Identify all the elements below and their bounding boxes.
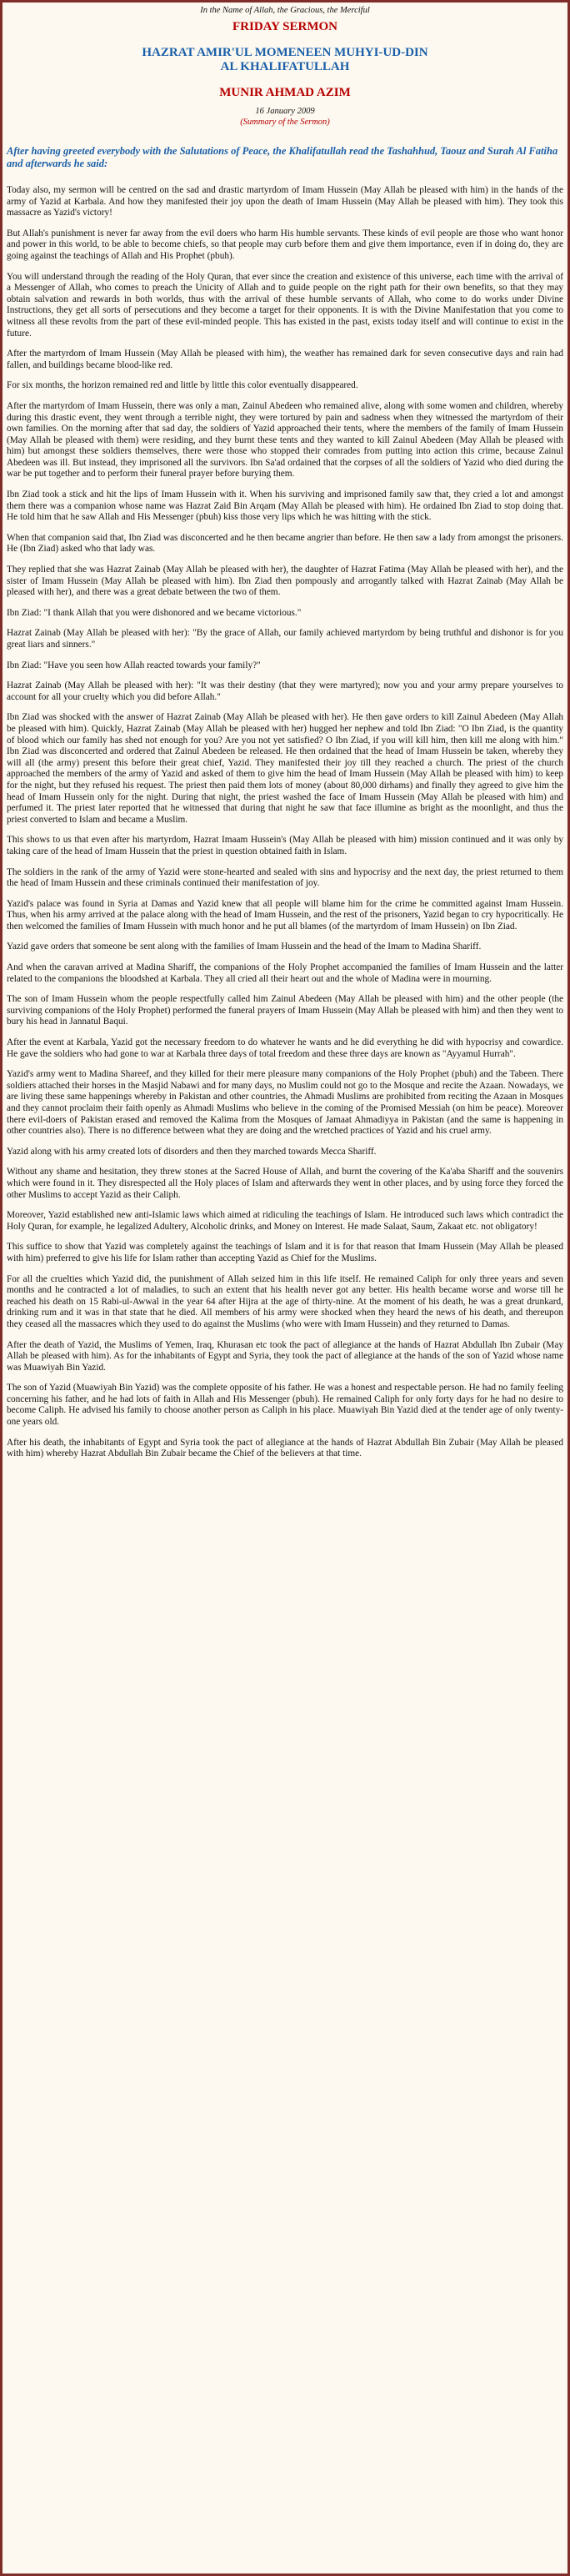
paragraph: Yazid's palace was found in Syria at Damas and Yazid knew that all people will blame him for the crime he committed against Imam Hussein. Thus, when his army arrived at the palace along with the head of Imam Hussein, and the rest of the prisoners, Yazid began to cry hypocritically. He then welcomed the families of Imam Hussein with much honor and he put all blames (of the martyrdom of Imam Hussein) on Ibn Ziad. xyxy=(7,898,563,931)
paragraph: After his death, the inhabitants of Egypt and Syria took the pact of allegiance at the hands of Hazrat Abdullah Bin Zubair (May Allah be pleased with him) whereby Hazrat Abdullah Bin Zubair became the Chief of the believers at that time. xyxy=(7,1437,563,1459)
paragraph: Ibn Ziad: "I thank Allah that you were dishonored and we became victorious." xyxy=(7,607,302,618)
paragraph: When that companion said that, Ibn Ziad was disconcerted and he then became angrier than before. He then saw a lady from amongst the prisoners. He (Ibn Ziad) asked who that lady was. xyxy=(7,532,563,555)
paragraph: And when the caravan arrived at Madina Shariff, the companions of the Holy Prophet accompanied the families of Imam Hussein and the latter related to the companions the bloodshed at Karbala. They all cried all their heart out and the whole of Madina were in mourning. xyxy=(7,962,563,984)
paragraph: Hazrat Zainab (May Allah be pleased with her): "It was their destiny (that they were martyred); now you and your army prepare yourselves to account for all your cruelty which you did before Allah." xyxy=(7,680,563,702)
sermon-body xyxy=(5,185,565,1460)
author-name: MUNIR AHMAD AZIM xyxy=(219,86,351,99)
intro-paragraph: After having greeted everybody with the Salutations of Peace, the Khalifatullah read the Tashahhud, Taouz and Surah Al Fatiha and afterwards he said: xyxy=(7,145,558,169)
paragraph: After the death of Yazid, the Muslims of Yemen, Iraq, Khurasan etc took the pact of allegiance at the hands of Hazrat Abdullah Ibn Zubair (May Allah be pleased with him). As for the inhabitants of Egypt and Syria, they took the pact of allegiance at the hands of the son of Yazid whose name was Muawiyah Bin Yazid. xyxy=(7,1339,563,1373)
paragraph: Yazid's army went to Madina Shareef, and they killed for their mere pleasure many companions of the Holy Prophet (pbuh) and the Tabeen. There soldiers attached their horses in the Masjid Nabawi and for many days, no Muslim could not go to the Mosque and recite the Azaan. Nowadays, we are living these same happenings whereby in Pakistan and other countries, the Ahmadi Muslims are prohibited from reciting the Azaan in Mosques and they cannot proclaim their faith openly as Ahmadi Muslims who believe in the coming of the Promised Messiah (on him be peace). Moreover there evil-doers of Pakistan erased and removed the Kalima from the Mosques of Jamaat Ahmadiyya in Pakistan (and the same is happening in other countries also). There is no difference between what they are doing and the wretched practices of Yazid and his cruel army. xyxy=(7,1069,563,1137)
paragraph: This shows to us that even after his martyrdom, Hazrat Imaam Hussein's (May Allah be pleased with him) mission continued and it was only by taking care of the head of Imam Hussein that the priest in question obtained faith in Islam. xyxy=(7,835,563,856)
paragraph: Ibn Ziad was shocked with the answer of Hazrat Zainab (May Allah be pleased with her). He then gave orders to kill Zainul Abedeen (May Allah be pleased with him). Quickly, Hazrat Zainab (May Allah be pleased with her) hugged her nephew and told Ibn Ziad: "O Ibn Ziad, is the quantity of blood which our family has shed not enough for you? Are you not yet satisfied? O Ibn Ziad, if you will kill him, then kill me along with him." Ibn Ziad was disconcerted and ordered that Zainul Abedeen be released. He then ordained that the head of Imam Hussein be taken, whereby they will all (the army) present this before their great chief, Yazid. They manifested their joy till they reached a church. The priest of the church approached the members of the army of Yazid and asked of them to give him the head of Imam Hussein (May Allah be pleased with him) to keep for the night, but they refused his request. The priest then paid them lots of money (about 80,000 dirhams) and finally they agreed to give him the head of Imam Hussein only for the night. During that night, the priest washed the face of Imam Hussein (May Allah be pleased with him) and perfumed it. The priest later reported that he witnessed that during that night he saw that face illumine as bright as the moonlight, and thus the priest converted to Islam and became a Muslim. xyxy=(7,712,563,825)
sermon-date: 16 January 2009 xyxy=(255,107,315,116)
khalifa-title-line-1: HAZRAT AMIR'UL MOMENEEN MUHYI-UD-DIN xyxy=(142,46,428,59)
paragraph: Today also, my sermon will be centred on the sad and drastic martyrdom of Imam Hussein (May Allah be pleased with him) in the hands of the army of Yazid at Karbala. And how they manifested their joy upon the death of Imam Hussein (May Allah be pleased with him). They took this massacre as Yazid's victory! xyxy=(7,185,563,218)
paragraph: For six months, the horizon remained red and little by little this color eventually disappeared. xyxy=(7,380,358,391)
paragraph: You will understand through the reading of the Holy Quran, that ever since the creation and existence of this universe, each time with the arrival of a Messenger of Allah, who comes to preach the Unicity of Allah and to guide people on the right path for their own benefits, so that they may obtain salvation and rewards in both worlds, thus with the arrival of these humble servants of Allah, who come to do works under Divine Instructions, they get all sorts of persecutions and they become a target for their opponents. It is with the Divine Manifestation that you come to witness all these revolts from the part of these evil-minded people. This has existed in the past, exists today itself and will continue to exist in the future. xyxy=(7,271,563,339)
paragraph: After the martyrdom of Imam Hussein, there was only a man, Zainul Abedeen who remained alive, along with some women and children, whereby during this drastic event, they went through a terrible night, they were tortured by pain and sadness when they witnessed the martyrdom of their own families. On the morning after that sad day, the soldiers of Yazid approached their tents, where the members of the family of Imam Hussein (May Allah be pleased with them) were residing, and they burnt these tents and they wanted to kill Zainul Abedeen (May Allah be pleased with him) but amongst these soldiers themselves, there were those who stopped their comrades from putting into action this crime, because Zainul Abedeen was ill. But instead, they imprisoned all the survivors. Ibn Sa'ad ordained that the corpses of all the soldiers of Yazid who died during the war be put together and to perform their funeral prayer before burying them. xyxy=(7,400,563,480)
paragraph: Ibn Ziad took a stick and hit the lips of Imam Hussein with it. When his surviving and imprisoned family saw that, they cried a lot and amongst them there was a companion whose name was Hazrat Zaid Bin Arqam (May Allah be pleased with him). He ordained Ibn Ziad to stop doing that. He told him that he saw Allah and His Messenger (pbuh) kiss those very lips which he was hitting with the stick. xyxy=(7,490,563,523)
khalifa-title-line-2: AL KHALIFATULLAH xyxy=(220,60,350,73)
paragraph: This suffice to show that Yazid was completely against the teachings of Islam and it is for that reason that Imam Hussein (May Allah be pleased with him) preferred to give his life for Islam rather than accepting Yazid as Chief for the Muslims. xyxy=(7,1242,563,1263)
sermon-title: FRIDAY SERMON xyxy=(232,20,338,33)
paragraph: Hazrat Zainab (May Allah be pleased with her): "By the grace of Allah, our family achieved martyrdom by being truthful and dishonor is for you great liars and sinners." xyxy=(7,628,563,650)
paragraph: Yazid along with his army created lots of disorders and then they marched towards Mecca Shariff. xyxy=(7,1146,377,1157)
khalifa-title xyxy=(5,46,565,74)
paragraph: But Allah's punishment is never far away from the evil doers who harm His humble servants. These kinds of evil people are those who want honor and power in this world, to be able to become chiefs, so that people may curb before them and give them importance, even if in doing do, they are going against the teachings of Allah and His Prophet (pbuh). xyxy=(7,228,563,261)
paragraph: Yazid gave orders that someone be sent along with the families of Imam Hussein and the head of the Imam to Madina Shariff. xyxy=(7,942,482,952)
sermon-header xyxy=(5,6,565,127)
paragraph: Without any shame and hesitation, they threw stones at the Sacred House of Allah, and burnt the covering of the Ka'aba Shariff and the souvenirs which were found in it. They disrespected all the Holy places of Islam and afterwards they went in other places, and by using force they forced the other Muslims to accept Yazid as their Caliph. xyxy=(7,1167,563,1200)
paragraph: Ibn Ziad: "Have you seen how Allah reacted towards your family?" xyxy=(7,660,261,670)
summary-note: (Summary of the Sermon) xyxy=(240,118,330,127)
paragraph: Moreover, Yazid established new anti-Islamic laws which aimed at ridiculing the teachings of Islam. He introduced such laws which contradict the Holy Quran, for example, he legalized Adultery, Alcoholic drinks, and Money on Interest. He made Salaat, Saum, Zakaat etc. not obligatory! xyxy=(7,1210,563,1232)
paragraph: After the martyrdom of Imam Hussein (May Allah be pleased with him), the weather has remained dark for seven consecutive days and rain had fallen, and buildings became blood-like red. xyxy=(7,349,563,370)
paragraph: The son of Yazid (Muawiyah Bin Yazid) was the complete opposite of his father. He was a honest and respectable person. He had no family feeling concerning his father, and he had lots of faith in Allah and His Messenger (pbuh). He remained Caliph for only forty days for he had no desire to become Caliph. He advised his family to choose another person as Caliph in his place. Muawiyah Bin Yazid died at the tender age of only twenty-one years old. xyxy=(7,1383,563,1428)
paragraph: The son of Imam Hussein whom the people respectfully called him Zainul Abedeen (May Allah be pleased with him) and the other people (the surviving companions of the Holy Prophet) performed the funeral prayers of Imam Hussein (May Allah be pleased with him) and then they went to bury his head in Jannatul Baqui. xyxy=(7,994,563,1027)
paragraph: The soldiers in the rank of the army of Yazid were stone-hearted and sealed with sins and hypocrisy and the next day, the priest returned to them the head of Imam Hussein and these criminals continued their manifestation of joy. xyxy=(7,866,563,889)
bismillah-line: In the Name of Allah, the Gracious, the Merciful xyxy=(200,6,370,15)
paragraph: They replied that she was Hazrat Zainab (May Allah be pleased with her), the daughter of Hazrat Fatima (May Allah be pleased with her), and the sister of Imam Hussein (May Allah be pleased with him). Ibn Ziad then pompously and arrogantly talked with Hazrat Zainab (May Allah be pleased with her), and there was a great debate between the two of them. xyxy=(7,565,563,598)
paragraph: For all the cruelties which Yazid did, the punishment of Allah seized him in this life itself. He remained Caliph for only three years and seven months and he contracted a lot of maladies, to such an extent that his health never got any better. His health became worse and worse till he reached his death on 15 Rabi-ul-Awwal in the year 64 after Hijra at the age of thirty-nine. At the moment of his death, he was a great drunkard, drinking rum and it was in that state that he died. All members of his army were shocked when they heard the news of his death, and thereupon they ceased all the massacres which they used to do against the Muslims (who were with Imam Hussein) and they returned to Damas. xyxy=(7,1273,563,1329)
paragraph: After the event at Karbala, Yazid got the necessary freedom to do whatever he wants and he did everything he did with hypocrisy and cowardice. He gave the soldiers who had gone to war at Karbala three days of total freedom and these three days are known as "Ayyamul Hurrah". xyxy=(7,1037,563,1059)
